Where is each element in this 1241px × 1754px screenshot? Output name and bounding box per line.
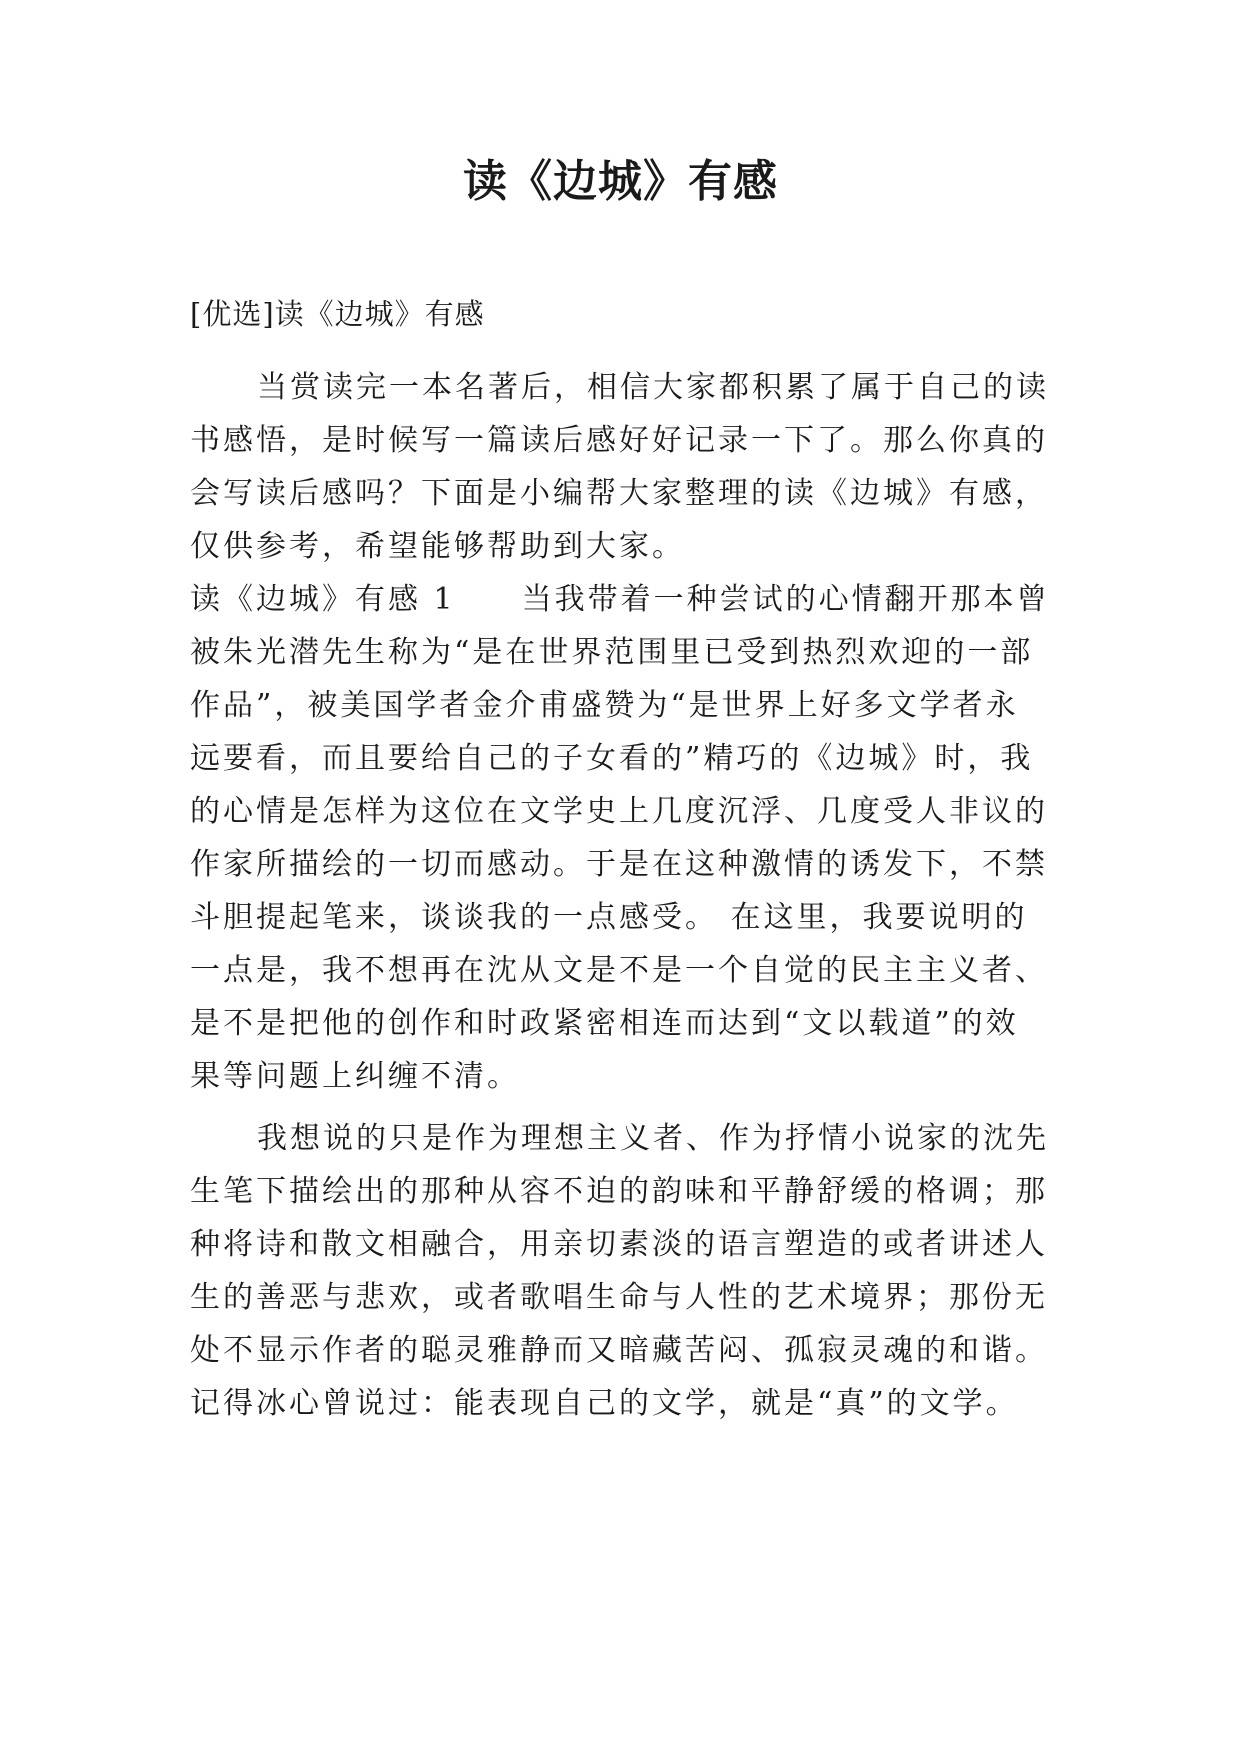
text-line: 果等问题上纠缠不清。 (190, 1059, 520, 1094)
text-line: 种将诗和散文相融合，用亲切素淡的语言塑造的或者讲述人 (190, 1227, 1048, 1262)
text-line: 记得冰心曾说过：能表现自己的文学，就是“真”的文学。 (190, 1386, 1019, 1421)
text-line: 远要看，而且要给自己的子女看的”精巧的《边城》时，我 (190, 741, 1034, 776)
text-line: 的心情是怎样为这位在文学史上几度沉浮、几度受人非议的 (190, 794, 1048, 829)
text-line: 是不是把他的创作和时政紧密相连而达到“文以载道”的效 (190, 1006, 1019, 1041)
text-line: 生笔下描绘出的那种从容不迫的韵味和平静舒缓的格调；那 (190, 1174, 1048, 1209)
document-subtitle: [优选]读《边城》有感 (190, 297, 485, 331)
text-line: 我想说的只是作为理想主义者、作为抒情小说家的沈先 (257, 1121, 1049, 1156)
text-line: 作家所描绘的一切而感动。于是在这种激情的诱发下，不禁 (190, 847, 1048, 882)
page-title: 读《边城》有感 (463, 156, 778, 207)
text-line: 处不显示作者的聪灵雅静而又暗藏苦闷、孤寂灵魂的和谐。 (190, 1333, 1048, 1368)
text-line: 仅供参考，希望能够帮助到大家。 (190, 529, 685, 564)
text-line: 生的善恶与悲欢，或者歌唱生命与人性的艺术境界；那份无 (190, 1280, 1048, 1315)
text-line: 书感悟，是时候写一篇读后感好好记录一下了。那么你真的 (190, 423, 1048, 458)
text-line: 作品”，被美国学者金介甫盛赞为“是世界上好多文学者永 (190, 688, 1019, 723)
text-line: 读《边城》有感 1 当我带着一种尝试的心情翻开那本曾 (190, 582, 1050, 617)
text-line: 斗胆提起笔来，谈谈我的一点感受。 在这里，我要说明的 (190, 900, 1028, 935)
text-line: 一点是，我不想再在沈从文是不是一个自觉的民主主义者、 (190, 953, 1048, 988)
text-line: 被朱光潜先生称为“是在世界范围里已受到热烈欢迎的一部 (190, 635, 1034, 670)
text-line: 当赏读完一本名著后，相信大家都积累了属于自己的读 (257, 370, 1049, 405)
text-line: 会写读后感吗？下面是小编帮大家整理的读《边城》有感， (190, 476, 1048, 511)
